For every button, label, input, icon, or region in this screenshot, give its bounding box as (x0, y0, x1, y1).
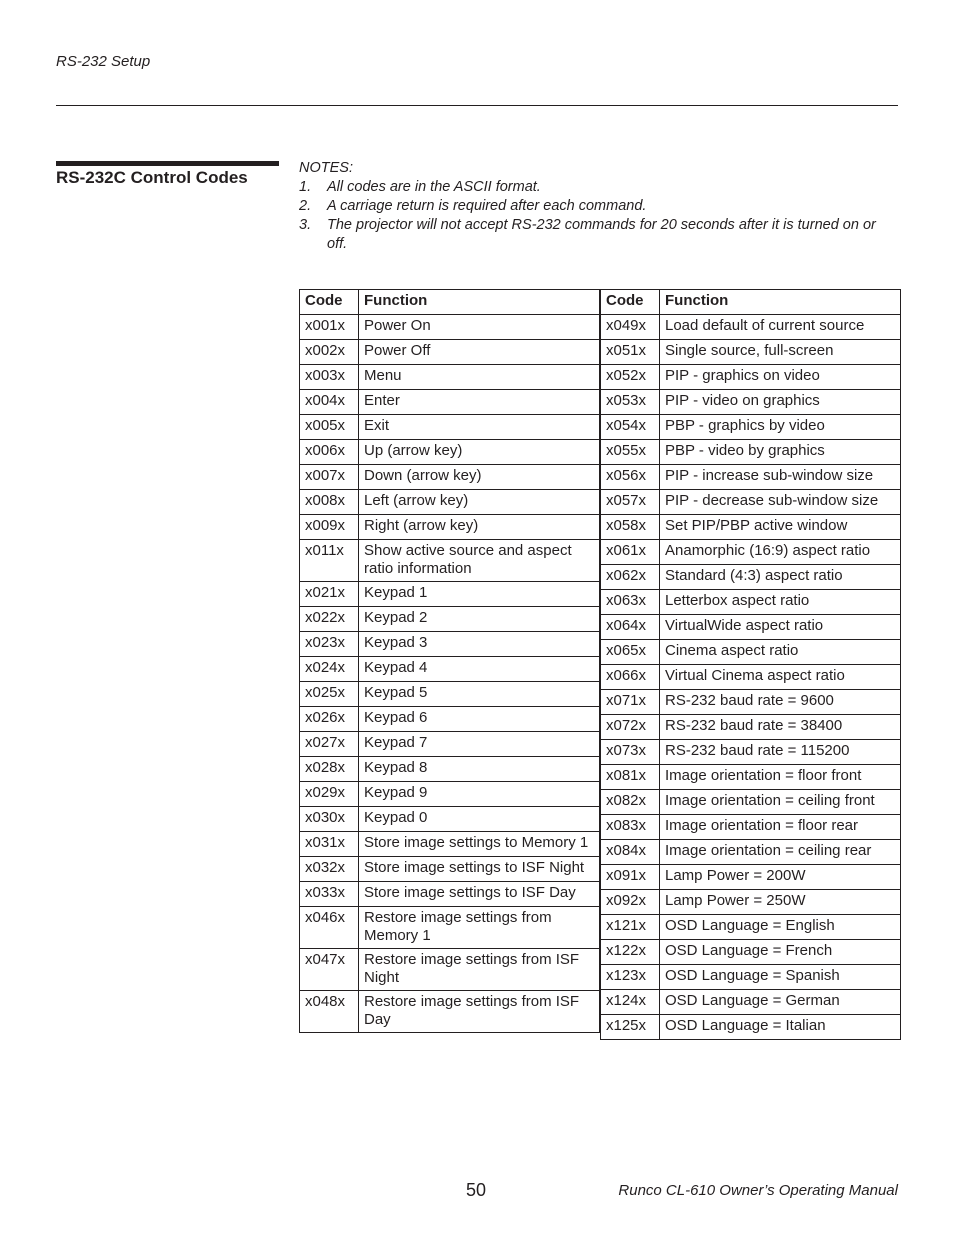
function-cell: Show active source and aspect ratio information (359, 540, 600, 582)
table-row (601, 790, 901, 815)
code-cell: x005x (300, 415, 359, 440)
function-cell: Restore image settings from ISF Night (359, 949, 600, 991)
code-cell: x123x (601, 965, 660, 990)
function-cell: OSD Language = English (660, 915, 901, 940)
table-row (300, 882, 600, 907)
code-cell: x072x (601, 715, 660, 740)
table-row (300, 365, 600, 390)
function-cell: PIP - decrease sub-window size (660, 490, 901, 515)
table-row (601, 740, 901, 765)
code-cell: x048x (300, 991, 359, 1033)
code-cell: x062x (601, 565, 660, 590)
function-cell: Image orientation = ceiling front (660, 790, 901, 815)
code-cell: x003x (300, 365, 359, 390)
table-row (300, 991, 600, 1033)
note-text: The projector will not accept RS-232 commands for 20 seconds after it is turned on or off. (327, 217, 876, 252)
code-cell: x022x (300, 607, 359, 632)
notes-block (299, 159, 899, 254)
function-cell: Down (arrow key) (359, 465, 600, 490)
table-row (300, 315, 600, 340)
function-cell: Single source, full-screen (660, 340, 901, 365)
function-cell: Image orientation = floor front (660, 765, 901, 790)
table-row (601, 490, 901, 515)
code-cell: x028x (300, 757, 359, 782)
function-cell: Keypad 9 (359, 782, 600, 807)
function-cell: Power Off (359, 340, 600, 365)
function-cell: Restore image settings from Memory 1 (359, 907, 600, 949)
function-cell: Enter (359, 390, 600, 415)
table-row (601, 640, 901, 665)
table-row (601, 890, 901, 915)
function-column-header: Function (660, 290, 901, 315)
table-row (300, 707, 600, 732)
function-cell: Store image settings to ISF Day (359, 882, 600, 907)
table-row (601, 590, 901, 615)
function-cell: Power On (359, 315, 600, 340)
code-cell: x053x (601, 390, 660, 415)
function-cell: Cinema aspect ratio (660, 640, 901, 665)
note-item (299, 178, 899, 197)
table-row (601, 865, 901, 890)
function-cell: Up (arrow key) (359, 440, 600, 465)
function-cell: Menu (359, 365, 600, 390)
table-row (601, 915, 901, 940)
table-row (300, 465, 600, 490)
function-cell: Keypad 7 (359, 732, 600, 757)
function-cell: Store image settings to Memory 1 (359, 832, 600, 857)
function-cell: Anamorphic (16:9) aspect ratio (660, 540, 901, 565)
table-row (601, 1015, 901, 1040)
code-column-header: Code (300, 290, 359, 315)
function-cell: Set PIP/PBP active window (660, 515, 901, 540)
control-codes-table-right (600, 289, 901, 1040)
table-row (601, 315, 901, 340)
function-cell: OSD Language = Italian (660, 1015, 901, 1040)
table-row (300, 415, 600, 440)
function-cell: Lamp Power = 200W (660, 865, 901, 890)
code-cell: x032x (300, 857, 359, 882)
code-cell: x006x (300, 440, 359, 465)
function-cell: Store image settings to ISF Night (359, 857, 600, 882)
code-cell: x025x (300, 682, 359, 707)
code-cell: x071x (601, 690, 660, 715)
code-cell: x021x (300, 582, 359, 607)
header-divider (56, 105, 898, 106)
note-number: 3. (299, 217, 312, 233)
table-row (300, 732, 600, 757)
note-item (299, 216, 899, 254)
code-cell: x066x (601, 665, 660, 690)
table-row (601, 615, 901, 640)
function-cell: Keypad 3 (359, 632, 600, 657)
function-cell: Lamp Power = 250W (660, 890, 901, 915)
code-cell: x026x (300, 707, 359, 732)
code-cell: x063x (601, 590, 660, 615)
table-row (601, 540, 901, 565)
code-cell: x122x (601, 940, 660, 965)
table-row (601, 465, 901, 490)
notes-heading: NOTES: (299, 160, 353, 176)
code-cell: x058x (601, 515, 660, 540)
table-header-row (601, 290, 901, 315)
code-cell: x064x (601, 615, 660, 640)
code-cell: x051x (601, 340, 660, 365)
code-column-header: Code (601, 290, 660, 315)
code-cell: x055x (601, 440, 660, 465)
code-cell: x033x (300, 882, 359, 907)
function-cell: Image orientation = floor rear (660, 815, 901, 840)
function-cell: VirtualWide aspect ratio (660, 615, 901, 640)
function-cell: RS-232 baud rate = 9600 (660, 690, 901, 715)
code-cell: x002x (300, 340, 359, 365)
code-cell: x083x (601, 815, 660, 840)
code-cell: x001x (300, 315, 359, 340)
table-row (601, 440, 901, 465)
function-cell: PBP - video by graphics (660, 440, 901, 465)
function-cell: Virtual Cinema aspect ratio (660, 665, 901, 690)
function-cell: RS-232 baud rate = 115200 (660, 740, 901, 765)
function-cell: Keypad 1 (359, 582, 600, 607)
code-cell: x031x (300, 832, 359, 857)
code-cell: x092x (601, 890, 660, 915)
function-cell: Right (arrow key) (359, 515, 600, 540)
function-cell: Keypad 2 (359, 607, 600, 632)
footer-manual-title: Runco CL-610 Owner’s Operating Manual (618, 1182, 898, 1199)
table-row (601, 965, 901, 990)
function-cell: PIP - increase sub-window size (660, 465, 901, 490)
code-cell: x125x (601, 1015, 660, 1040)
table-row (601, 715, 901, 740)
table-header-row (300, 290, 600, 315)
section-title: RS-232C Control Codes (56, 168, 248, 187)
table-row (300, 907, 600, 949)
function-cell: RS-232 baud rate = 38400 (660, 715, 901, 740)
table-row (601, 415, 901, 440)
code-cell: x121x (601, 915, 660, 940)
function-cell: PIP - graphics on video (660, 365, 901, 390)
code-cell: x030x (300, 807, 359, 832)
code-cell: x061x (601, 540, 660, 565)
function-cell: Left (arrow key) (359, 490, 600, 515)
note-text: All codes are in the ASCII format. (327, 179, 541, 195)
code-cell: x004x (300, 390, 359, 415)
function-cell: PIP - video on graphics (660, 390, 901, 415)
code-cell: x082x (601, 790, 660, 815)
table-row (300, 340, 600, 365)
function-cell: OSD Language = French (660, 940, 901, 965)
table-row (300, 682, 600, 707)
function-cell: Keypad 4 (359, 657, 600, 682)
code-cell: x124x (601, 990, 660, 1015)
note-text: A carriage return is required after each command. (327, 198, 647, 214)
notes-list (299, 178, 899, 254)
code-cell: x029x (300, 782, 359, 807)
function-cell: Exit (359, 415, 600, 440)
code-cell: x023x (300, 632, 359, 657)
table-row (601, 940, 901, 965)
code-cell: x052x (601, 365, 660, 390)
table-row (300, 949, 600, 991)
function-cell: Image orientation = ceiling rear (660, 840, 901, 865)
table-row (300, 807, 600, 832)
code-cell: x047x (300, 949, 359, 991)
code-cell: x065x (601, 640, 660, 665)
code-cell: x046x (300, 907, 359, 949)
table-row (300, 632, 600, 657)
code-cell: x057x (601, 490, 660, 515)
code-cell: x008x (300, 490, 359, 515)
function-cell: Restore image settings from ISF Day (359, 991, 600, 1033)
function-cell: Keypad 8 (359, 757, 600, 782)
table-row (601, 690, 901, 715)
table-row (601, 665, 901, 690)
code-cell: x027x (300, 732, 359, 757)
function-cell: Keypad 6 (359, 707, 600, 732)
table-row (601, 765, 901, 790)
section-title-bar (56, 161, 279, 166)
table-row (300, 582, 600, 607)
function-cell: Keypad 0 (359, 807, 600, 832)
table-row (601, 815, 901, 840)
code-cell: x011x (300, 540, 359, 582)
function-cell: OSD Language = Spanish (660, 965, 901, 990)
code-cell: x007x (300, 465, 359, 490)
code-cell: x056x (601, 465, 660, 490)
table-row (300, 440, 600, 465)
code-cell: x009x (300, 515, 359, 540)
table-row (601, 840, 901, 865)
code-cell: x054x (601, 415, 660, 440)
code-cell: x084x (601, 840, 660, 865)
table-row (300, 782, 600, 807)
function-column-header: Function (359, 290, 600, 315)
table-row (601, 365, 901, 390)
page-number: 50 (466, 1180, 487, 1200)
function-cell: OSD Language = German (660, 990, 901, 1015)
table-row (300, 515, 600, 540)
running-header: RS-232 Setup (56, 53, 151, 70)
code-cell: x081x (601, 765, 660, 790)
note-number: 2. (299, 198, 312, 214)
table-row (601, 515, 901, 540)
table-row (300, 657, 600, 682)
table-row (601, 390, 901, 415)
table-row (601, 990, 901, 1015)
table-row (300, 490, 600, 515)
function-cell: Letterbox aspect ratio (660, 590, 901, 615)
function-cell: Keypad 5 (359, 682, 600, 707)
table-row (300, 390, 600, 415)
code-cell: x073x (601, 740, 660, 765)
function-cell: PBP - graphics by video (660, 415, 901, 440)
note-item (299, 197, 899, 216)
table-row (300, 607, 600, 632)
note-number: 1. (299, 179, 312, 195)
table-row (300, 757, 600, 782)
code-cell: x024x (300, 657, 359, 682)
code-cell: x091x (601, 865, 660, 890)
function-cell: Standard (4:3) aspect ratio (660, 565, 901, 590)
table-row (300, 540, 600, 582)
table-row (300, 832, 600, 857)
function-cell: Load default of current source (660, 315, 901, 340)
table-row (601, 565, 901, 590)
code-cell: x049x (601, 315, 660, 340)
table-row (300, 857, 600, 882)
control-codes-table-left (299, 289, 600, 1033)
table-row (601, 340, 901, 365)
